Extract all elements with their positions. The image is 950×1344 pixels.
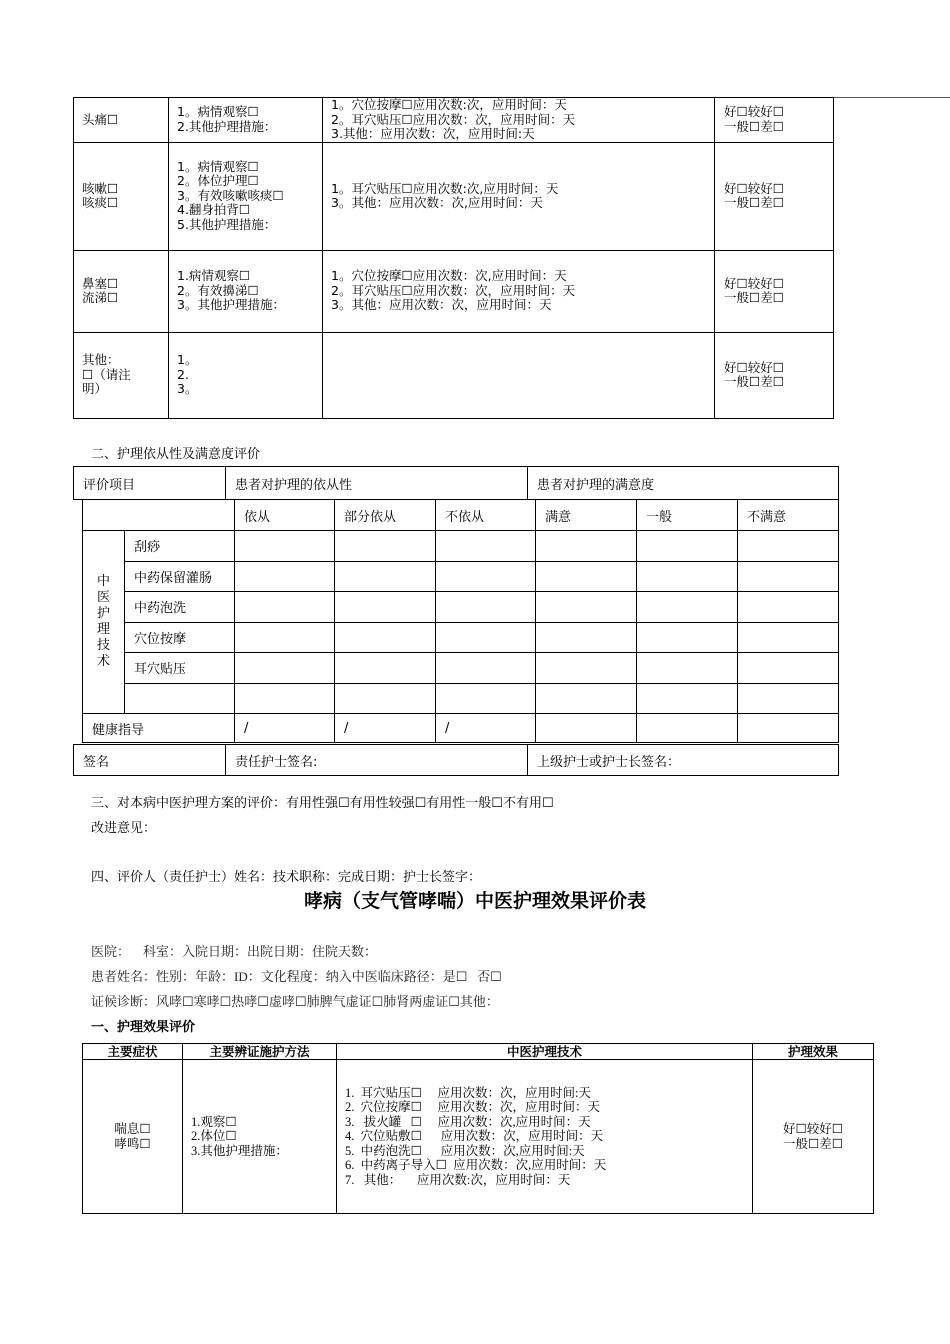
technique-line: 3.其他：应用次数：次，应用时间:天 [331, 126, 535, 141]
rating-cell[interactable] [536, 683, 637, 714]
technique-line: 3。其他：应用次数：次,应用时间：天 [331, 195, 543, 210]
subheader-cell: 一般 [637, 500, 738, 531]
rating-cell[interactable] [738, 653, 839, 684]
method-line: 2.其他护理措施： [177, 118, 277, 134]
form2-technique-line: 6. 中药离子导入☐ 应用次数：次,应用时间：天 [345, 1158, 607, 1173]
symptom-line: 其他： [82, 352, 120, 368]
method-line: 3。 [177, 381, 198, 397]
rating-cell[interactable] [335, 622, 436, 653]
symptom-cell [74, 250, 169, 332]
form2-effect-cell [753, 1060, 874, 1214]
technique-line: 3。其他：应用次数：次，应用时间：天 [331, 297, 552, 313]
rating-cell[interactable] [335, 653, 436, 684]
rating-cell[interactable] [235, 531, 335, 562]
symptom-line: 咳痰☐ [82, 195, 119, 210]
form2-header-effect: 护理效果 [753, 1044, 874, 1060]
rating-cell[interactable] [335, 561, 436, 592]
method-line: 1。 [177, 352, 198, 368]
header-compliance: 患者对护理的依从性 [226, 467, 528, 500]
technique-name [125, 683, 235, 714]
header-satisfaction: 患者对护理的满意度 [528, 467, 839, 500]
subheader-cell: 依从 [235, 500, 335, 531]
effect-line: 一般☐差☐ [724, 118, 784, 134]
section3-title: 三、对本病中医护理方案的评价：有用性强☐有用性较强☐有用性一般☐不有用☐ [91, 796, 554, 811]
rating-cell[interactable] [536, 622, 637, 653]
form2-methods-cell [183, 1060, 337, 1214]
technique-name: 中药保留灌肠 [125, 561, 235, 592]
technique-name: 耳穴贴压 [125, 653, 235, 684]
symptom-line: 头痛☐ [82, 111, 119, 127]
group-label-cell [83, 531, 125, 714]
rating-cell[interactable] [335, 531, 436, 562]
compliance-header-table [73, 466, 839, 500]
group-label: 中医护理技术 [96, 574, 110, 669]
symptom-row [74, 332, 834, 418]
technique-line: 1。穴位按摩☐应用次数:次，应用时间：天 [331, 97, 567, 112]
method-line: 4.翻身拍背☐ [177, 202, 251, 218]
technique-name: 中药泡洗 [125, 592, 235, 623]
form2-technique-line: 7. 其他： 应用次数:次，应用时间：天 [345, 1172, 571, 1187]
rating-cell[interactable] [738, 592, 839, 623]
form2-header-techniques: 中医护理技术 [337, 1044, 753, 1060]
form2-effect-line: 一般☐差☐ [783, 1136, 843, 1151]
rating-cell[interactable] [536, 714, 637, 743]
rating-cell[interactable] [235, 561, 335, 592]
techniques-cell [323, 142, 715, 250]
effect-line: 一般☐差☐ [724, 374, 784, 389]
effect-line: 好☐较好☐ [724, 359, 784, 375]
rating-cell[interactable] [335, 683, 436, 714]
form2-techniques-cell [337, 1060, 753, 1214]
effect-cell[interactable] [715, 98, 834, 143]
form2-effect-line: 好☐较好☐ [783, 1122, 843, 1136]
rating-cell[interactable] [738, 531, 839, 562]
rating-cell[interactable] [235, 622, 335, 653]
form2-header-symptom: 主要症状 [83, 1044, 183, 1060]
effect-line: 一般☐差☐ [724, 290, 784, 305]
methods-cell [169, 332, 323, 418]
symptom-row [74, 98, 834, 143]
form2-technique-line: 3. 拔火罐 ☐ 应用次数：次,应用时间：天 [345, 1114, 591, 1129]
subheader-cell: 部分依从 [335, 500, 436, 531]
effect-cell[interactable] [715, 332, 834, 418]
subheader-row [83, 500, 839, 531]
method-line: 1.病情观察☐ [177, 268, 251, 284]
symptom-cell [74, 332, 169, 418]
rating-cell[interactable] [235, 592, 335, 623]
info-line-patient: 患者姓名：性别：年龄：ID：文化程度：纳入中医临床路径：是☐ 否☐ [91, 969, 502, 984]
technique-name: 刮痧 [125, 531, 235, 562]
section2-title: 二、护理依从性及满意度评价 [91, 447, 261, 462]
method-line: 5.其他护理措施： [177, 216, 277, 232]
sign-label: 签名 [74, 745, 226, 776]
symptom-line: 流涕☐ [82, 290, 119, 305]
symptom-cell [74, 98, 169, 143]
form2-title: 哮病（支气管哮喘）中医护理效果评价表 [303, 890, 646, 912]
rating-cell[interactable] [536, 653, 637, 684]
form2-section1-title: 一、护理效果评价 [91, 1020, 196, 1035]
rating-cell[interactable] [738, 561, 839, 592]
compliance-table [82, 499, 839, 743]
rating-cell[interactable] [436, 592, 536, 623]
page-edge-rule [833, 97, 950, 98]
form2-symptom-cell [83, 1060, 183, 1214]
info-line-diagnosis: 证候诊断：风哮☐寒哮☐热哮☐虚哮☐肺脾气虚证☐肺肾两虚证☐其他： [91, 994, 499, 1009]
techniques-cell [323, 98, 715, 143]
improve-suggestions: 改进意见： [91, 821, 157, 836]
rating-cell[interactable] [436, 683, 536, 714]
method-line: 3。其他护理措施： [177, 297, 285, 313]
methods-cell [169, 98, 323, 143]
rating-cell[interactable] [536, 561, 637, 592]
section4-title: 四、评价人（责任护士）姓名：技术职称：完成日期：护士长签字： [91, 870, 482, 885]
symptom-line: 咳嗽☐ [82, 180, 119, 196]
info-line-hospital: 医院： 科室：入院日期：出院日期：住院天数： [91, 944, 378, 959]
head-nurse-signature[interactable]: 上级护士或护士长签名： [528, 745, 839, 776]
subheader-cell: 不依从 [436, 500, 536, 531]
rating-cell[interactable] [436, 531, 536, 562]
form2-symptom-line: 喘息☐ [114, 1122, 151, 1136]
subheader-cell: 不满意 [738, 500, 839, 531]
form2-technique-line: 5. 中药泡洗☐ 应用次数：次,应用时间:天 [345, 1143, 585, 1158]
form2-table [82, 1043, 874, 1214]
technique-row [83, 683, 839, 714]
technique-row [83, 653, 839, 684]
health-guidance-mark: / [235, 714, 335, 743]
method-line: 1。病情观察☐ [177, 158, 259, 174]
technique-row [83, 531, 839, 562]
method-line: 3。有效咳嗽咳痰☐ [177, 187, 284, 203]
health-guidance-label: 健康指导 [83, 714, 235, 743]
techniques-cell [323, 332, 715, 418]
effect-cell[interactable] [715, 142, 834, 250]
form2-method-line: 2.体位☐ [191, 1129, 237, 1144]
rating-cell[interactable] [637, 622, 738, 653]
form2-method-line: 3.其他护理措施： [191, 1143, 288, 1158]
rating-cell[interactable] [436, 653, 536, 684]
rating-cell[interactable] [637, 561, 738, 592]
form2-technique-line: 4. 穴位贴敷☐ 应用次数：次，应用时间：天 [345, 1129, 604, 1144]
subheader-cell: 满意 [536, 500, 637, 531]
form2-technique-line: 1. 耳穴贴压☐ 应用次数：次，应用时间:天 [345, 1085, 591, 1100]
symptom-row [74, 250, 834, 332]
technique-line: 2。耳穴贴压☐应用次数：次，应用时间：天 [331, 282, 576, 298]
technique-line: 2。耳穴贴压☐应用次数：次，应用时间：天 [331, 111, 576, 127]
method-line: 2。有效擤涕☐ [177, 282, 259, 298]
form2-header-methods: 主要辨证施护方法 [183, 1044, 337, 1060]
method-line: 2. [177, 366, 189, 382]
form2-row [83, 1060, 874, 1214]
effect-line: 好☐较好☐ [724, 104, 784, 120]
form2-method-line: 1.观察☐ [191, 1114, 237, 1129]
technique-line: 1。穴位按摩☐应用次数：次,应用时间：天 [331, 268, 567, 284]
nurse-signature[interactable]: 责任护士签名: [226, 745, 528, 776]
symptom-cell [74, 142, 169, 250]
symptom-row [74, 142, 834, 250]
rating-cell[interactable] [235, 683, 335, 714]
rating-cell[interactable] [738, 714, 839, 743]
rating-cell[interactable] [738, 622, 839, 653]
rating-cell[interactable] [536, 592, 637, 623]
technique-row [83, 561, 839, 592]
technique-name: 穴位按摩 [125, 622, 235, 653]
subheader-blank [83, 500, 235, 531]
health-guidance-mark: / [335, 714, 436, 743]
rating-cell[interactable] [637, 592, 738, 623]
methods-cell [169, 250, 323, 332]
technique-line: 1。耳穴贴压☐应用次数:次,应用时间：天 [331, 180, 559, 196]
technique-row [83, 592, 839, 623]
rating-cell[interactable] [637, 653, 738, 684]
rating-cell[interactable] [436, 561, 536, 592]
technique-row [83, 622, 839, 653]
effect-line: 好☐较好☐ [724, 275, 784, 291]
rating-cell[interactable] [436, 622, 536, 653]
rating-cell[interactable] [637, 683, 738, 714]
health-guidance-mark: / [436, 714, 536, 743]
symptom-table [73, 97, 834, 419]
method-line: 1。病情观察☐ [177, 104, 259, 120]
rating-cell[interactable] [637, 531, 738, 562]
rating-cell[interactable] [637, 714, 738, 743]
symptom-line: 鼻塞☐ [82, 275, 119, 291]
symptom-line: ☐（请注 [82, 366, 131, 382]
effect-cell[interactable] [715, 250, 834, 332]
effect-line: 一般☐差☐ [724, 195, 784, 210]
methods-cell [169, 142, 323, 250]
method-line: 2。体位护理☐ [177, 173, 259, 189]
health-guidance-row [83, 714, 839, 743]
techniques-cell [323, 250, 715, 332]
effect-line: 好☐较好☐ [724, 180, 784, 196]
rating-cell[interactable] [738, 683, 839, 714]
form2-symptom-line: 哮鸣☐ [114, 1136, 151, 1151]
form2-technique-line: 2. 穴位按摩☐ 应用次数：次，应用时间：天 [345, 1100, 600, 1115]
rating-cell[interactable] [235, 653, 335, 684]
rating-cell[interactable] [536, 531, 637, 562]
header-eval-item: 评价项目 [74, 467, 226, 500]
symptom-line: 明） [82, 381, 108, 397]
sign-table [73, 744, 839, 776]
rating-cell[interactable] [335, 592, 436, 623]
